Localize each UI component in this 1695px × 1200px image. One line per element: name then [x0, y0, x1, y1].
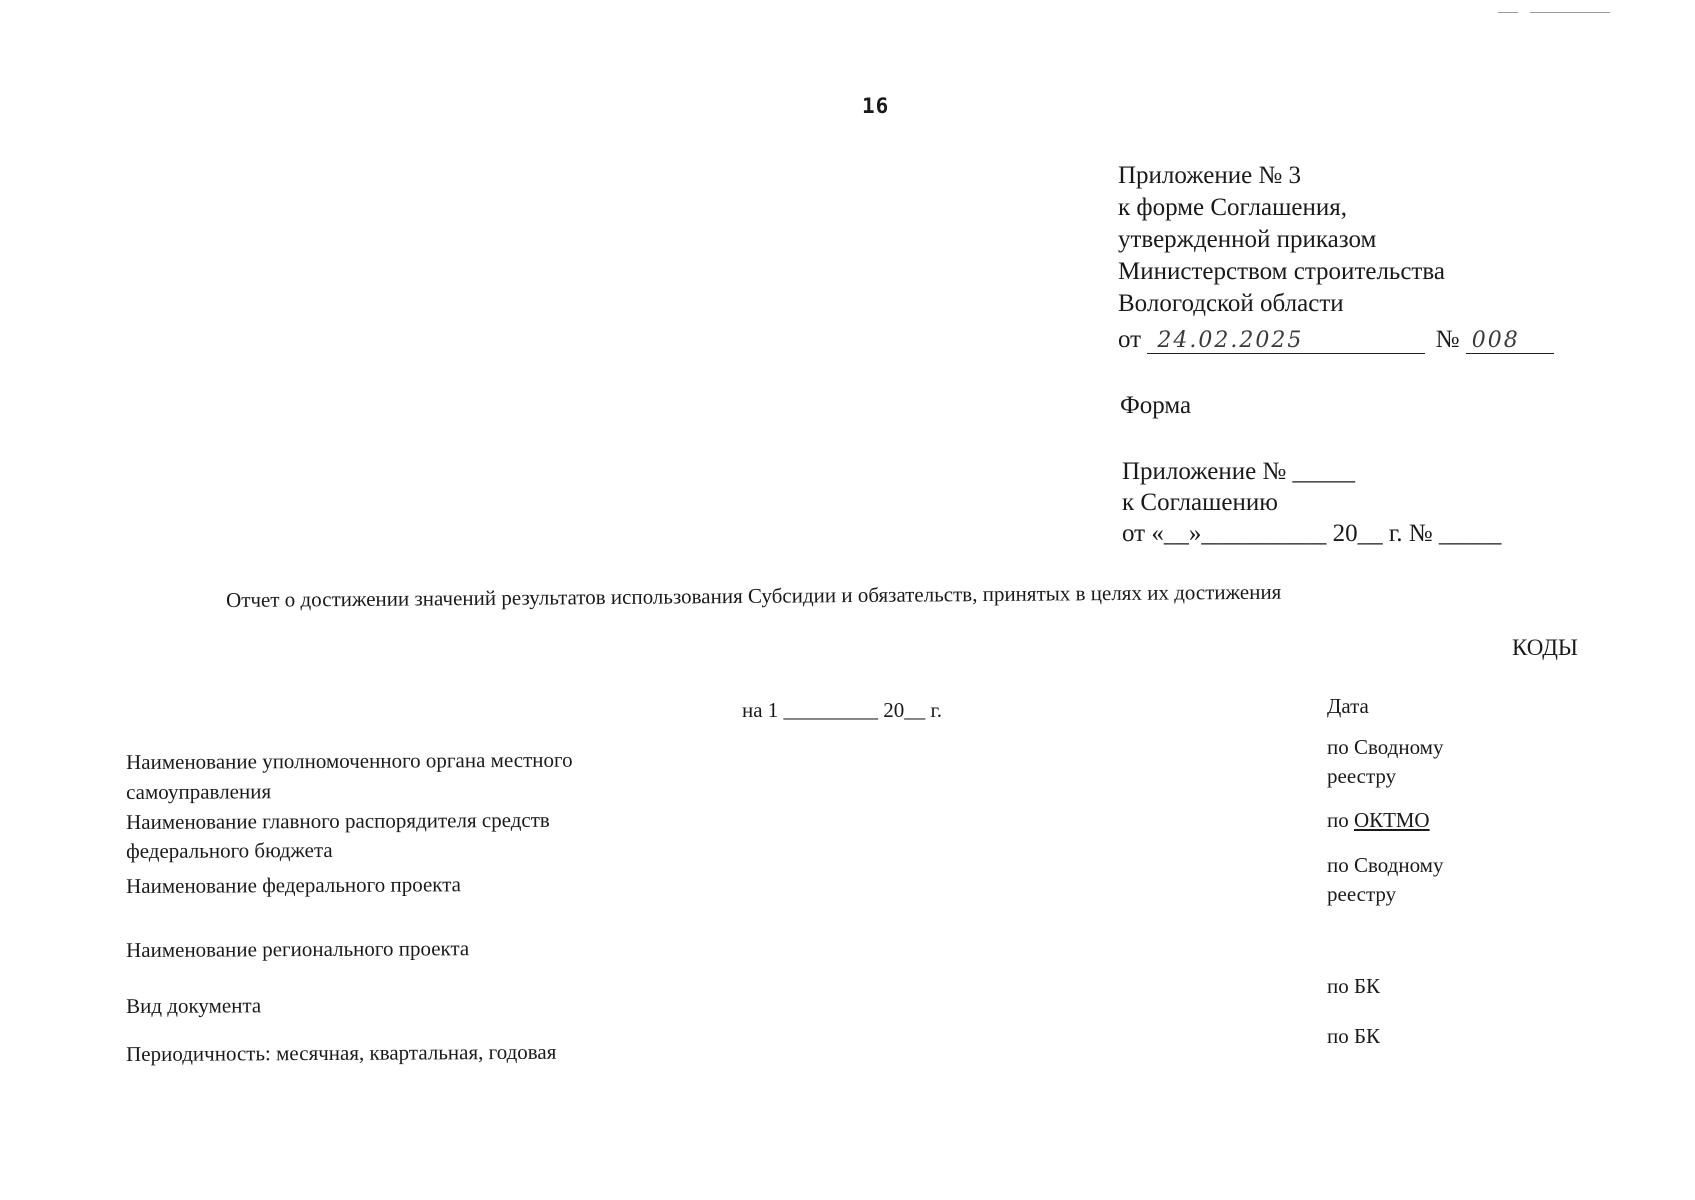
registry-code-label-2b: реестру — [1327, 882, 1397, 906]
federal-project-label: Наименование федерального проекта — [126, 872, 462, 898]
bk-code-label-1: по БК — [1327, 974, 1381, 998]
appendix-line-3: утвержденной приказом — [1118, 226, 1377, 253]
codes-label: КОДЫ — [1512, 635, 1578, 660]
regional-project-label: Наименование регионального проекта — [126, 936, 470, 962]
distributor-label-line-1: Наименование главного распорядителя средств — [126, 807, 550, 834]
authority-label-line-2: самоуправления — [126, 779, 272, 804]
scan-artifact-short — [1498, 12, 1518, 13]
template-appendix-header — [1122, 456, 1501, 549]
form-label: Форма — [1120, 392, 1192, 419]
oktmo-code: ОКТМО — [1354, 808, 1430, 832]
report-title: Отчет о достижении значений результатов использования Субсидии и обязательств, принятых в целях их достижения — [226, 579, 1282, 612]
page-number: 16 — [862, 94, 890, 118]
document-type-label: Вид документа — [126, 993, 262, 1018]
number-prefix: № — [1435, 326, 1460, 353]
scan-artifact-long — [1530, 12, 1610, 13]
appendix-line-4: Министерством строительства — [1118, 258, 1445, 285]
template-line-1: Приложение № _____ — [1122, 458, 1356, 485]
handwritten-number: 008 — [1466, 329, 1554, 354]
distributor-label-line-2: федерального бюджета — [126, 837, 333, 863]
appendix-header — [1118, 160, 1554, 356]
appendix-date-row — [1118, 324, 1554, 356]
authority-label-line-1: Наименование уполномоченного органа местного — [126, 747, 573, 774]
appendix-line-2: к форме Соглашения, — [1118, 194, 1347, 221]
registry-code-label-1a: по Сводному — [1327, 735, 1444, 759]
appendix-line-1: Приложение № 3 — [1118, 162, 1302, 189]
bk-code-label-2: по БК — [1327, 1024, 1381, 1048]
date-prefix: от — [1118, 326, 1142, 353]
report-date-line: на 1 _________ 20__ г. — [742, 698, 943, 722]
appendix-line-5: Вологодской области — [1118, 290, 1344, 317]
registry-code-label-2a: по Сводному — [1327, 853, 1444, 877]
handwritten-date: 24.02.2025 — [1147, 329, 1425, 354]
registry-code-label-1b: реестру — [1327, 764, 1397, 788]
oktmo-prefix: по — [1327, 808, 1354, 832]
date-code-label: Дата — [1327, 694, 1369, 718]
periodicity-label: Периодичность: месячная, квартальная, годовая — [126, 1039, 557, 1066]
template-line-3: от «__»__________ 20__ г. № _____ — [1122, 520, 1502, 547]
oktmo-code-label — [1327, 806, 1430, 835]
template-line-2: к Соглашению — [1122, 489, 1278, 516]
